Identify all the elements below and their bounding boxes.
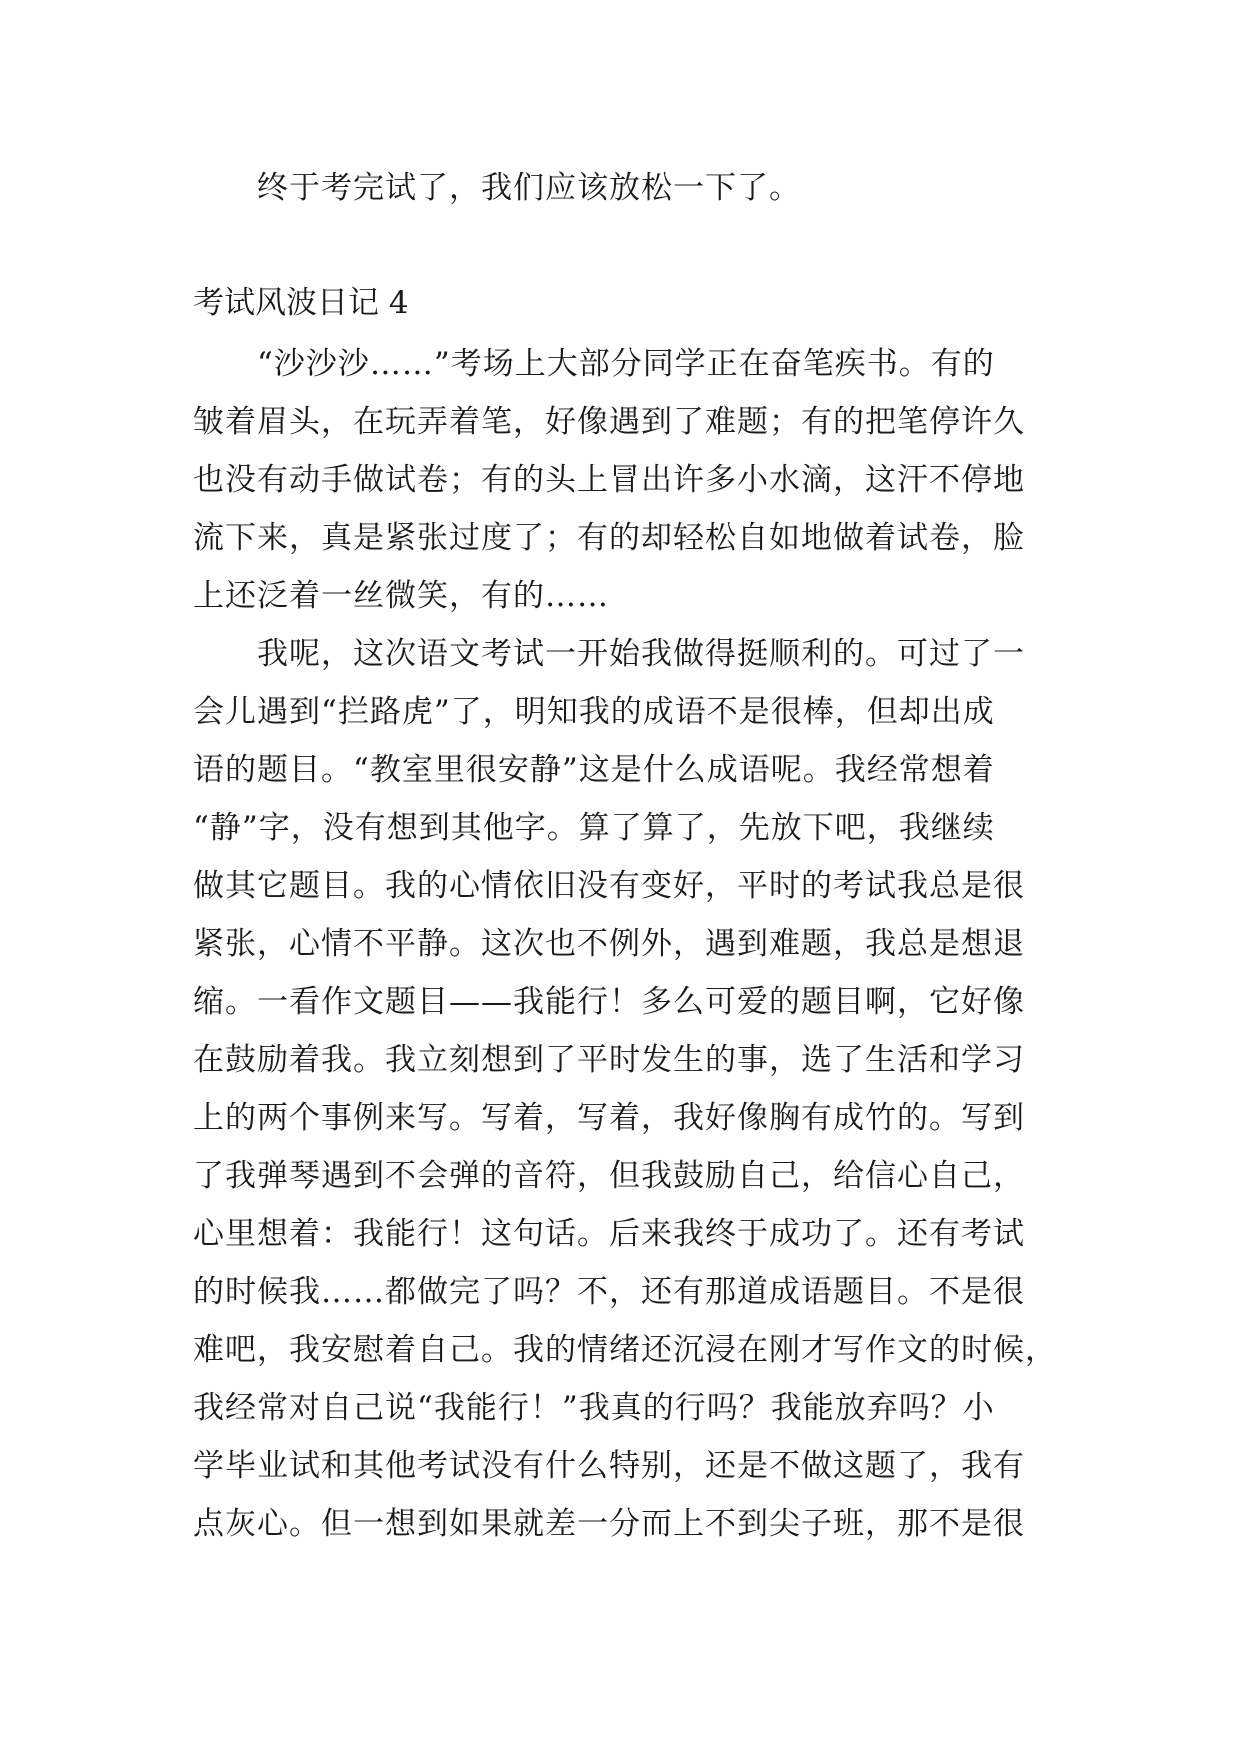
text-line: 做其它题目。我的心情依旧没有变好，平时的考试我总是很 xyxy=(193,868,1025,904)
text-line: 终于考完试了，我们应该放松一下了。 xyxy=(193,170,801,206)
text-line: 难吧，我安慰着自己。我的情绪还沉浸在刚才写作文的时候， xyxy=(193,1332,1057,1368)
text-line: 了我弹琴遇到不会弹的音符，但我鼓励自己，给信心自己， xyxy=(193,1158,1025,1194)
text-line: 心里想着：我能行！这句话。后来我终于成功了。还有考试 xyxy=(193,1216,1025,1252)
text-line: “静”字，没有想到其他字。算了算了，先放下吧，我继续 xyxy=(193,810,995,846)
text-line: 流下来，真是紧张过度了；有的却轻松自如地做着试卷，脸 xyxy=(193,520,1025,556)
text-line: 上还泛着一丝微笑，有的…… xyxy=(193,578,609,614)
text-line: “沙沙沙……”考场上大部分同学正在奋笔疾书。有的 xyxy=(193,346,995,382)
text-line: 我经常对自己说“我能行！”我真的行吗？我能放弃吗？小 xyxy=(193,1390,995,1426)
text-line: 会儿遇到“拦路虎”了，明知我的成语不是很棒，但却出成 xyxy=(193,694,995,730)
text-line: 点灰心。但一想到如果就差一分而上不到尖子班，那不是很 xyxy=(193,1506,1025,1542)
text-line: 我呢，这次语文考试一开始我做得挺顺利的。可过了一 xyxy=(193,636,1025,672)
text-line: 的时候我……都做完了吗？不，还有那道成语题目。不是很 xyxy=(193,1274,1025,1310)
text-line: 上的两个事例来写。写着，写着，我好像胸有成竹的。写到 xyxy=(193,1100,1025,1136)
intro-paragraph xyxy=(193,159,1053,217)
text-line: 缩。一看作文题目——我能行！多么可爱的题目啊，它好像 xyxy=(193,984,1025,1020)
section-title: 考试风波日记 4 xyxy=(193,285,409,321)
text-line: 皱着眉头，在玩弄着笔，好像遇到了难题；有的把笔停许久 xyxy=(193,404,1025,440)
body-text xyxy=(193,335,1057,1553)
text-line: 在鼓励着我。我立刻想到了平时发生的事，选了生活和学习 xyxy=(193,1042,1025,1078)
text-line: 语的题目。“教室里很安静”这是什么成语呢。我经常想着 xyxy=(193,752,995,788)
text-line: 也没有动手做试卷；有的头上冒出许多小水滴，这汗不停地 xyxy=(193,462,1025,498)
text-line: 学毕业试和其他考试没有什么特别，还是不做这题了，我有 xyxy=(193,1448,1025,1484)
text-line: 紧张，心情不平静。这次也不例外，遇到难题，我总是想退 xyxy=(193,926,1025,962)
